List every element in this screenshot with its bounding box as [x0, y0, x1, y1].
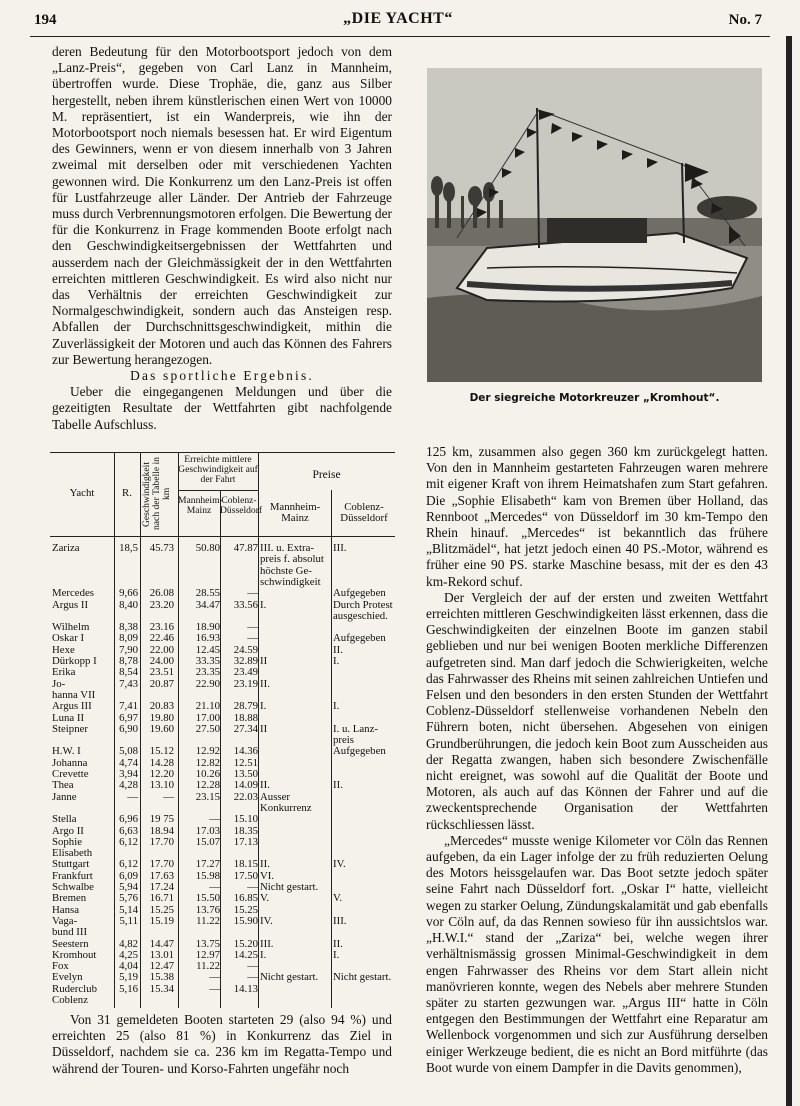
table-row [50, 700, 395, 712]
yacht-name: Kromhout [52, 948, 97, 961]
table-speed-value: — [163, 790, 174, 803]
table-speed-value: 15.19 [149, 914, 174, 927]
rating-value: 4,04 [119, 960, 138, 973]
rating-value: 3,94 [119, 768, 138, 780]
prize-coblenz: III. [333, 542, 347, 554]
journal-title: „DIE YACHT“ [343, 10, 453, 27]
yacht-name: Elisabeth [52, 847, 93, 860]
yacht-name: Frankfurt [52, 869, 93, 882]
coblenz-speed-value: 14.36 [233, 745, 258, 758]
prize-coblenz: V. [333, 892, 343, 905]
table-speed-value: 23.51 [149, 666, 174, 679]
yacht-name: Sophie [52, 835, 82, 848]
table-row [50, 723, 395, 735]
prize-mannheim: III. [260, 937, 274, 950]
prize-mannheim: schwindigkeit [260, 575, 321, 588]
table-speed-value: 19 75 [149, 813, 174, 826]
yacht-name: bund III [52, 926, 88, 939]
table-speed-value: 15.25 [149, 903, 174, 916]
rating-value: 5,11 [119, 914, 138, 927]
table-row [50, 689, 395, 701]
table-row [50, 678, 395, 690]
table-speed-value: 45.73 [149, 542, 174, 554]
rating-value: 5,76 [119, 892, 138, 905]
table-row [50, 938, 395, 950]
table-row [50, 553, 395, 565]
table-row [50, 825, 395, 837]
mannheim-speed-value: 23.35 [195, 666, 220, 679]
prize-coblenz: IV. [333, 858, 346, 871]
mannheim-speed-value: 34.47 [195, 598, 220, 611]
table-speed-value: 15.12 [149, 745, 174, 758]
table-row [50, 847, 395, 859]
table-row [50, 745, 395, 757]
table-row [50, 632, 395, 644]
right-column [426, 444, 768, 1076]
coblenz-speed-value: 15.20 [233, 937, 258, 950]
mannheim-speed-value: 12.97 [195, 948, 220, 961]
prize-mannheim: höchste Ge- [260, 564, 312, 577]
rating-value: 5,94 [119, 881, 138, 893]
coblenz-speed-value: 12.51 [233, 756, 258, 769]
coblenz-speed-value: 15.25 [233, 903, 258, 916]
rating-value: 6,96 [119, 813, 138, 826]
yacht-name: H.W. I [52, 745, 81, 758]
rating-value: 4,82 [119, 937, 138, 950]
yacht-name: Argo II [52, 824, 84, 837]
rating-value: 5,08 [119, 745, 138, 758]
table-row [50, 565, 395, 577]
table-header-prize-coblenz: Coblenz-Düsseldorf [340, 501, 388, 524]
article-paragraph: deren Bedeutung für den Motorbootsport jedoch von dem „Lanz-Preis“, gegeben von Carl Lanz in Mannheim, übertroffen wurde. Diese Trophäe, die, ganz aus Silber hergestellt, neben ihrem künstlerischen einen Wert von 10000 M. repräsentiert, ist ein Wanderpreis, wie ihn der Motorbootsport noch niemals besessen hat. Er wird Eigentum des Gewinners, wenn er von diesem innerhalb von 3 Jahren zweimal mit derselben oder mit verschiedenen Yachten gewonnen wird. Die Konkurrenz um den Lanz-Preis ist offen für Lustfahrzeuge aller Länder. Der Antrieb der Fahrzeuge muss durch Verbrennungsmotoren erfolgen. Die Bewertung der für die Konkurrenz in Frage kommenden Boote erfolgt nach den Geschwindigkeitsergebnissen der Wettfahrten und ausserdem nach der Gleichmässigkeit der in den Wettfahrten erreichten mittleren Geschwindigkeit. Es wird also nicht nur das Verhältnis der erreichten Geschwindigkeit zur Normalgeschwindigkeit, sondern auch das Ansteigen resp. Abfallen der Durchschnittsgeschwindigkeit, mithin die Zuverlässigkeit der Motoren und auch das Können des Fahrers zur Bewertung herangezogen. [52, 44, 393, 367]
rating-value: 8,54 [119, 666, 138, 679]
coblenz-speed-value: — [247, 621, 258, 634]
yacht-name: Thea [52, 779, 74, 792]
table-speed-value: 17.24 [149, 881, 174, 893]
rating-value: 4,28 [119, 779, 138, 792]
table-speed-value: 24.00 [149, 655, 174, 667]
coblenz-speed-value: 28.79 [233, 700, 258, 713]
coblenz-speed-value: 22.03 [233, 790, 258, 803]
table-header-mannheim: Mannheim-Mainz [178, 495, 223, 516]
table-speed-value: 19.60 [149, 722, 174, 735]
prize-mannheim: II [260, 655, 268, 667]
prize-coblenz: Aufgegeben [333, 632, 386, 645]
yacht-name: Mercedes [52, 587, 94, 600]
prize-mannheim: II [260, 722, 268, 735]
table-header-reached: Erreichte mittlere Geschwindigkeit auf der Fahrt [178, 454, 258, 485]
table-row [50, 712, 395, 724]
coblenz-speed-value: 18.15 [233, 858, 258, 871]
table-speed-value: 22.00 [149, 643, 174, 656]
table-row [50, 813, 395, 825]
coblenz-speed-value: 23.49 [233, 666, 258, 679]
issue-number: No. 7 [728, 12, 762, 28]
prize-coblenz: II. [333, 643, 343, 656]
yacht-name: Janne [52, 790, 77, 803]
table-header-yacht: Yacht [69, 487, 95, 499]
prize-coblenz: II. [333, 779, 343, 792]
table-row [50, 870, 395, 882]
yacht-name: Bremen [52, 892, 87, 905]
prize-mannheim: Nicht gestart. [260, 881, 319, 893]
yacht-name: Argus II [52, 598, 89, 611]
rating-value: 8,09 [119, 632, 138, 645]
prize-mannheim: II. [260, 858, 270, 871]
page-edge [786, 36, 792, 1106]
mannheim-speed-value: 13.76 [195, 903, 220, 916]
coblenz-speed-value: 24.59 [233, 643, 258, 656]
mannheim-speed-value: 12.92 [195, 745, 220, 758]
mannheim-speed-value: — [209, 982, 220, 995]
coblenz-speed-value: 14.13 [233, 982, 258, 995]
prize-coblenz: II. [333, 937, 343, 950]
yacht-name: Steipner [52, 722, 88, 735]
mannheim-speed-value: — [209, 813, 220, 826]
table-intro-paragraph: Ueber die eingegangenen Meldungen und über die gezeitigten Resultate der Wettfahrten gibt nachfolgende Tabelle Aufschluss. [52, 384, 392, 432]
prize-coblenz: I. u. Lanz- [333, 722, 378, 735]
rating-value: 4,74 [119, 756, 138, 769]
table-row [50, 666, 395, 678]
left-column [52, 44, 392, 433]
header-rule [30, 36, 770, 37]
mannheim-speed-value: 12.82 [195, 756, 220, 769]
coblenz-speed-value: 16.85 [233, 892, 258, 905]
yacht-name: hanna VII [52, 688, 96, 701]
yacht-name: Stuttgart [52, 858, 90, 871]
prize-mannheim: I. [260, 598, 267, 611]
table-speed-value: 14.28 [149, 756, 174, 769]
prize-coblenz: I. [333, 948, 340, 961]
yacht-name: Crevette [52, 768, 89, 780]
prize-coblenz: III. [333, 914, 347, 927]
rating-value: 6,63 [119, 824, 138, 837]
yacht-name: Hexe [52, 643, 75, 656]
coblenz-speed-value: 14.25 [233, 948, 258, 961]
table-speed-value: 17.63 [149, 869, 174, 882]
table-speed-value: 17.70 [149, 858, 174, 871]
table-row [50, 994, 395, 1006]
rating-value: 5,16 [119, 982, 138, 995]
table-row [50, 779, 395, 791]
yacht-name: Jo- [52, 677, 66, 690]
table-header-r: R. [122, 487, 132, 499]
mannheim-speed-value: 33.35 [195, 655, 220, 667]
article-paragraph: Von 31 gemeldeten Booten starteten 29 (also 94 %) und erreichten 25 (also 81 %) in Konkurrenz das Ziel in Düsseldorf, nachdem sie ca. 236 km im Regatta-Tempo und während der Touren- und Korso-Fahrten ungefähr noch [52, 1012, 392, 1076]
prize-mannheim: I. [260, 700, 267, 713]
yacht-name: Zariza [52, 542, 80, 554]
coblenz-speed-value: 17.50 [233, 869, 258, 882]
rating-value: 6,90 [119, 722, 138, 735]
rating-value: 7,41 [119, 700, 138, 713]
yacht-name: Fox [52, 960, 69, 973]
coblenz-speed-value: — [247, 971, 258, 984]
table-row [50, 971, 395, 983]
coblenz-speed-value: 13.50 [233, 768, 258, 780]
coblenz-speed-value: — [247, 587, 258, 600]
prize-coblenz: preis [333, 734, 354, 747]
mannheim-speed-value: 17.00 [195, 711, 220, 724]
mannheim-speed-value: 10.26 [195, 768, 220, 780]
coblenz-speed-value: 27.34 [233, 722, 258, 735]
table-speed-value: 16.71 [149, 892, 174, 905]
rating-value: 8,38 [119, 621, 138, 634]
yacht-name: Stella [52, 813, 77, 826]
rating-value: 5,14 [119, 903, 138, 916]
rating-value: 8,78 [119, 655, 138, 667]
coblenz-speed-value: — [247, 960, 258, 973]
prize-coblenz: Aufgegeben [333, 587, 386, 600]
coblenz-speed-value: 23.19 [233, 677, 258, 690]
coblenz-speed-value: 15.90 [233, 914, 258, 927]
table-speed-value: 19.80 [149, 711, 174, 724]
bottom-left-column [52, 1012, 392, 1077]
yacht-name: Dürkopp I [52, 655, 97, 667]
prize-coblenz: I. [333, 655, 340, 667]
yacht-name: Luna II [52, 711, 85, 724]
yacht-name: Johanna [52, 756, 88, 769]
mannheim-speed-value: 27.50 [195, 722, 220, 735]
page-header [34, 10, 762, 34]
mannheim-speed-value: 12.45 [195, 643, 220, 656]
article-paragraph: „Mercedes“ musste wenige Kilometer vor Cöln das Rennen aufgeben, da ein Lager infolge der zu früh reduzierten Oelung des Motors heissgelaufen war. Das Boot setzte jedoch später seine Fahrt nach Düsseldorf fort. „Oskar I“ hatte, vielleicht wegen zu starker Oelung, Zündungskalamität und gab ebenfalls vor Cöln auf, da das Rennen sowieso für ihn aussichtslos war. „H.W.I.“ stand der „Zariza“ bei, welche wegen ihrer verhältnismässig grossen Minimal-Geschwindigkeit in dem engen Fahrwasser des Rheins vor dem Start allein nicht manövrieren konnte, wegen des Nebels aber mehrere Stunden später zu starten gezwungen war. „Argus III“ hatte in Cöln entgegen den Bestimmungen der Wettfahrt eine Reparatur am Wellenbock vorgenommen und sich zur Ausführung derselben einiger Werkzeuge bedient, die es nicht an Bord mitführte (das Boot wurde von einem Dampfer in die Davits genommen), [426, 832, 768, 1075]
table-row [50, 960, 395, 972]
prize-mannheim: VI. [260, 869, 275, 882]
yacht-name: Hansa [52, 903, 79, 916]
photo-kromhout [427, 68, 762, 382]
table-row [50, 983, 395, 995]
yacht-name: Erika [52, 666, 76, 679]
table-row [50, 757, 395, 769]
prize-mannheim: Ausser [260, 790, 290, 803]
prize-mannheim: Konkurrenz [260, 801, 312, 814]
prize-coblenz: Durch Protest [333, 598, 393, 611]
coblenz-speed-value: 32.89 [233, 655, 258, 667]
table-row [50, 858, 395, 870]
mannheim-speed-value: 11.22 [196, 914, 220, 927]
table-speed-value: 15.38 [149, 971, 174, 984]
mannheim-speed-value: 28.55 [195, 587, 220, 600]
motor-cruiser-photo [427, 68, 762, 382]
rating-value: 6,12 [119, 835, 138, 848]
table-row [50, 644, 395, 656]
table-row [50, 892, 395, 904]
table-header-speed: Geschwindigkeit nach der Tabelle in km [141, 457, 172, 531]
table-header-prize-mannheim: Mannheim-Mainz [269, 501, 321, 524]
table-row [50, 836, 395, 848]
prize-mannheim: Nicht gestart. [260, 971, 319, 984]
rating-value: 9,66 [119, 587, 138, 600]
table-speed-value: 23.20 [149, 598, 174, 611]
mannheim-speed-value: 50.80 [195, 542, 220, 554]
yacht-name: Wilhelm [52, 621, 90, 634]
table-row [50, 881, 395, 893]
table-row [50, 734, 395, 746]
mannheim-speed-value: — [209, 881, 220, 893]
prize-mannheim: V. [260, 892, 270, 905]
prize-mannheim: III. u. Extra- [260, 542, 314, 554]
mannheim-speed-value: 11.22 [196, 960, 220, 973]
table-row [50, 926, 395, 938]
prize-coblenz: ausgeschied. [333, 609, 388, 622]
coblenz-speed-value: 17.13 [233, 835, 258, 848]
rating-value: 6,09 [119, 869, 138, 882]
prize-coblenz: Aufgegeben [333, 745, 386, 758]
mannheim-speed-value: 16.93 [195, 632, 220, 645]
prize-mannheim: IV. [260, 914, 273, 927]
page-number: 194 [34, 12, 57, 28]
rating-value: 5,19 [119, 971, 138, 984]
mannheim-speed-value: 12.28 [195, 779, 220, 792]
table-row [50, 542, 395, 554]
prize-mannheim: preis f. absolut [260, 553, 324, 566]
table-row [50, 915, 395, 927]
article-paragraph: 125 km, zusammen also gegen 360 km zurückgelegt hatten. Von den in Mannheim gestarteten Fahrzeugen waren mehrere mit eigener Kraft von ihrem Heimatshafen zum Start gefahren. Die „Sophie Elisabeth“ kam von Bremen über Holland, das Rennboot „Mercedes“ von Düsseldorf im 30 km-Tempo den Rhein hinauf. „Mercedes“ ist bekanntlich das frühere „Blitzmädel“, hat jetzt jedoch einen 40 PS.-Motor, während es früher eine 90 PS. starke Maschine besass, mit der es den 43 km-Rekord schuf. [426, 444, 768, 589]
table-row [50, 802, 395, 814]
mannheim-speed-value: 21.10 [195, 700, 220, 713]
table-speed-value: 15.34 [149, 982, 174, 995]
table-row [50, 587, 395, 599]
table-header-prizes: Preise [312, 469, 341, 481]
table-speed-value: 20.87 [149, 677, 174, 690]
table-row [50, 621, 395, 633]
photo-caption: Der siegreiche Motorkreuzer „Kromhout“. [469, 392, 720, 404]
mannheim-speed-value: 17.03 [195, 824, 220, 837]
table-row [50, 791, 395, 803]
table-header-coblenz: Coblenz-Düsseldorf [220, 495, 263, 516]
yacht-name: Vaga- [52, 914, 78, 927]
table-speed-value: 18.94 [149, 824, 174, 837]
mannheim-speed-value: 23.15 [195, 790, 220, 803]
table-speed-value: 26.08 [149, 587, 174, 600]
coblenz-speed-value: 18.88 [233, 711, 258, 724]
coblenz-speed-value: 33.56 [233, 598, 258, 611]
prize-mannheim: I. [260, 948, 267, 961]
table-row [50, 949, 395, 961]
mannheim-speed-value: 17.27 [195, 858, 220, 871]
coblenz-speed-value: 18.35 [233, 824, 258, 837]
yacht-name: Ruderclub [52, 982, 97, 995]
rating-value: — [127, 790, 138, 803]
table-speed-value: 20.83 [149, 700, 174, 713]
table-speed-value: 17.70 [149, 835, 174, 848]
table-row [50, 655, 395, 667]
coblenz-speed-value: 14.09 [233, 779, 258, 792]
rating-value: 7,90 [119, 643, 138, 656]
rating-value: 6,97 [119, 711, 138, 724]
prize-coblenz: Nicht gestart. [333, 971, 392, 984]
table-speed-value: 12.20 [149, 768, 174, 780]
yacht-name: Seestern [52, 937, 89, 950]
yacht-name: Argus III [52, 700, 92, 713]
rating-value: 18,5 [119, 542, 138, 554]
table-row [50, 904, 395, 916]
results-table [50, 452, 395, 1008]
section-subheading: Das sportliche Ergebnis. [130, 368, 314, 384]
coblenz-speed-value: 47.87 [233, 542, 258, 554]
mannheim-speed-value: 22.90 [195, 677, 220, 690]
mannheim-speed-value: 13.75 [195, 937, 220, 950]
coblenz-speed-value: — [247, 881, 258, 893]
table-row [50, 599, 395, 611]
table-speed-value: 12.47 [149, 960, 174, 973]
rating-value: 7,43 [119, 677, 138, 690]
rating-value: 8,40 [119, 598, 138, 611]
coblenz-speed-value: 15.10 [233, 813, 258, 826]
yacht-name: Coblenz [52, 994, 88, 1006]
yacht-name: Oskar I [52, 632, 85, 645]
mannheim-speed-value: — [209, 971, 220, 984]
prize-mannheim: II. [260, 779, 270, 792]
table-speed-value: 23.16 [149, 621, 174, 634]
rating-value: 6,12 [119, 858, 138, 871]
yacht-name: Evelyn [52, 971, 83, 984]
prize-mannheim: II. [260, 677, 270, 690]
prize-coblenz: I. [333, 700, 340, 713]
mannheim-speed-value: 15.07 [195, 835, 220, 848]
table-speed-value: 22.46 [149, 632, 174, 645]
article-paragraph: Der Vergleich der auf der ersten und zweiten Wettfahrt erreichten mittleren Geschwindigkeiten lässt erkennen, dass die Geschwindigkeiten der einzelnen Boote im ganzen stabil geblieben und nur bei wenigen Booten merkliche Differenzen aufgetreten sind. Man darf jedoch die Schwierigkeiten, welche das Fahrwasser des Rheins mit seinen zahlreichen Untiefen und Felsen und den besonders in den ersten Stunden der Wettfahrt Coblenz-Düsseldorf stellenweise vorhandenen Nebeln den Führern boten, nicht übersehen. Abgesehen von einigen Grundberührungen, die jedoch kein Boot zum Ausscheiden aus der Regatta zwangen, haben sich besondere Zwischenfälle nicht ereignet, was sowohl auf die Qualität der Boote und Motoren, als auch auf das Können der Fahrer und auf die zweckentsprechende Organisation der Wettfahrten rückschliessen lässt. [426, 589, 768, 832]
table-row [50, 768, 395, 780]
table-speed-value: 13.10 [149, 779, 174, 792]
table-row [50, 610, 395, 622]
mannheim-speed-value: 15.50 [195, 892, 220, 905]
table-speed-value: 13.01 [149, 948, 174, 961]
table-row [50, 576, 395, 588]
mannheim-speed-value: 15.98 [195, 869, 220, 882]
yacht-name: Schwalbe [52, 881, 94, 893]
mannheim-speed-value: 18.90 [195, 621, 220, 634]
rating-value: 4,25 [119, 948, 138, 961]
table-speed-value: 14.47 [149, 937, 174, 950]
coblenz-speed-value: — [247, 632, 258, 645]
